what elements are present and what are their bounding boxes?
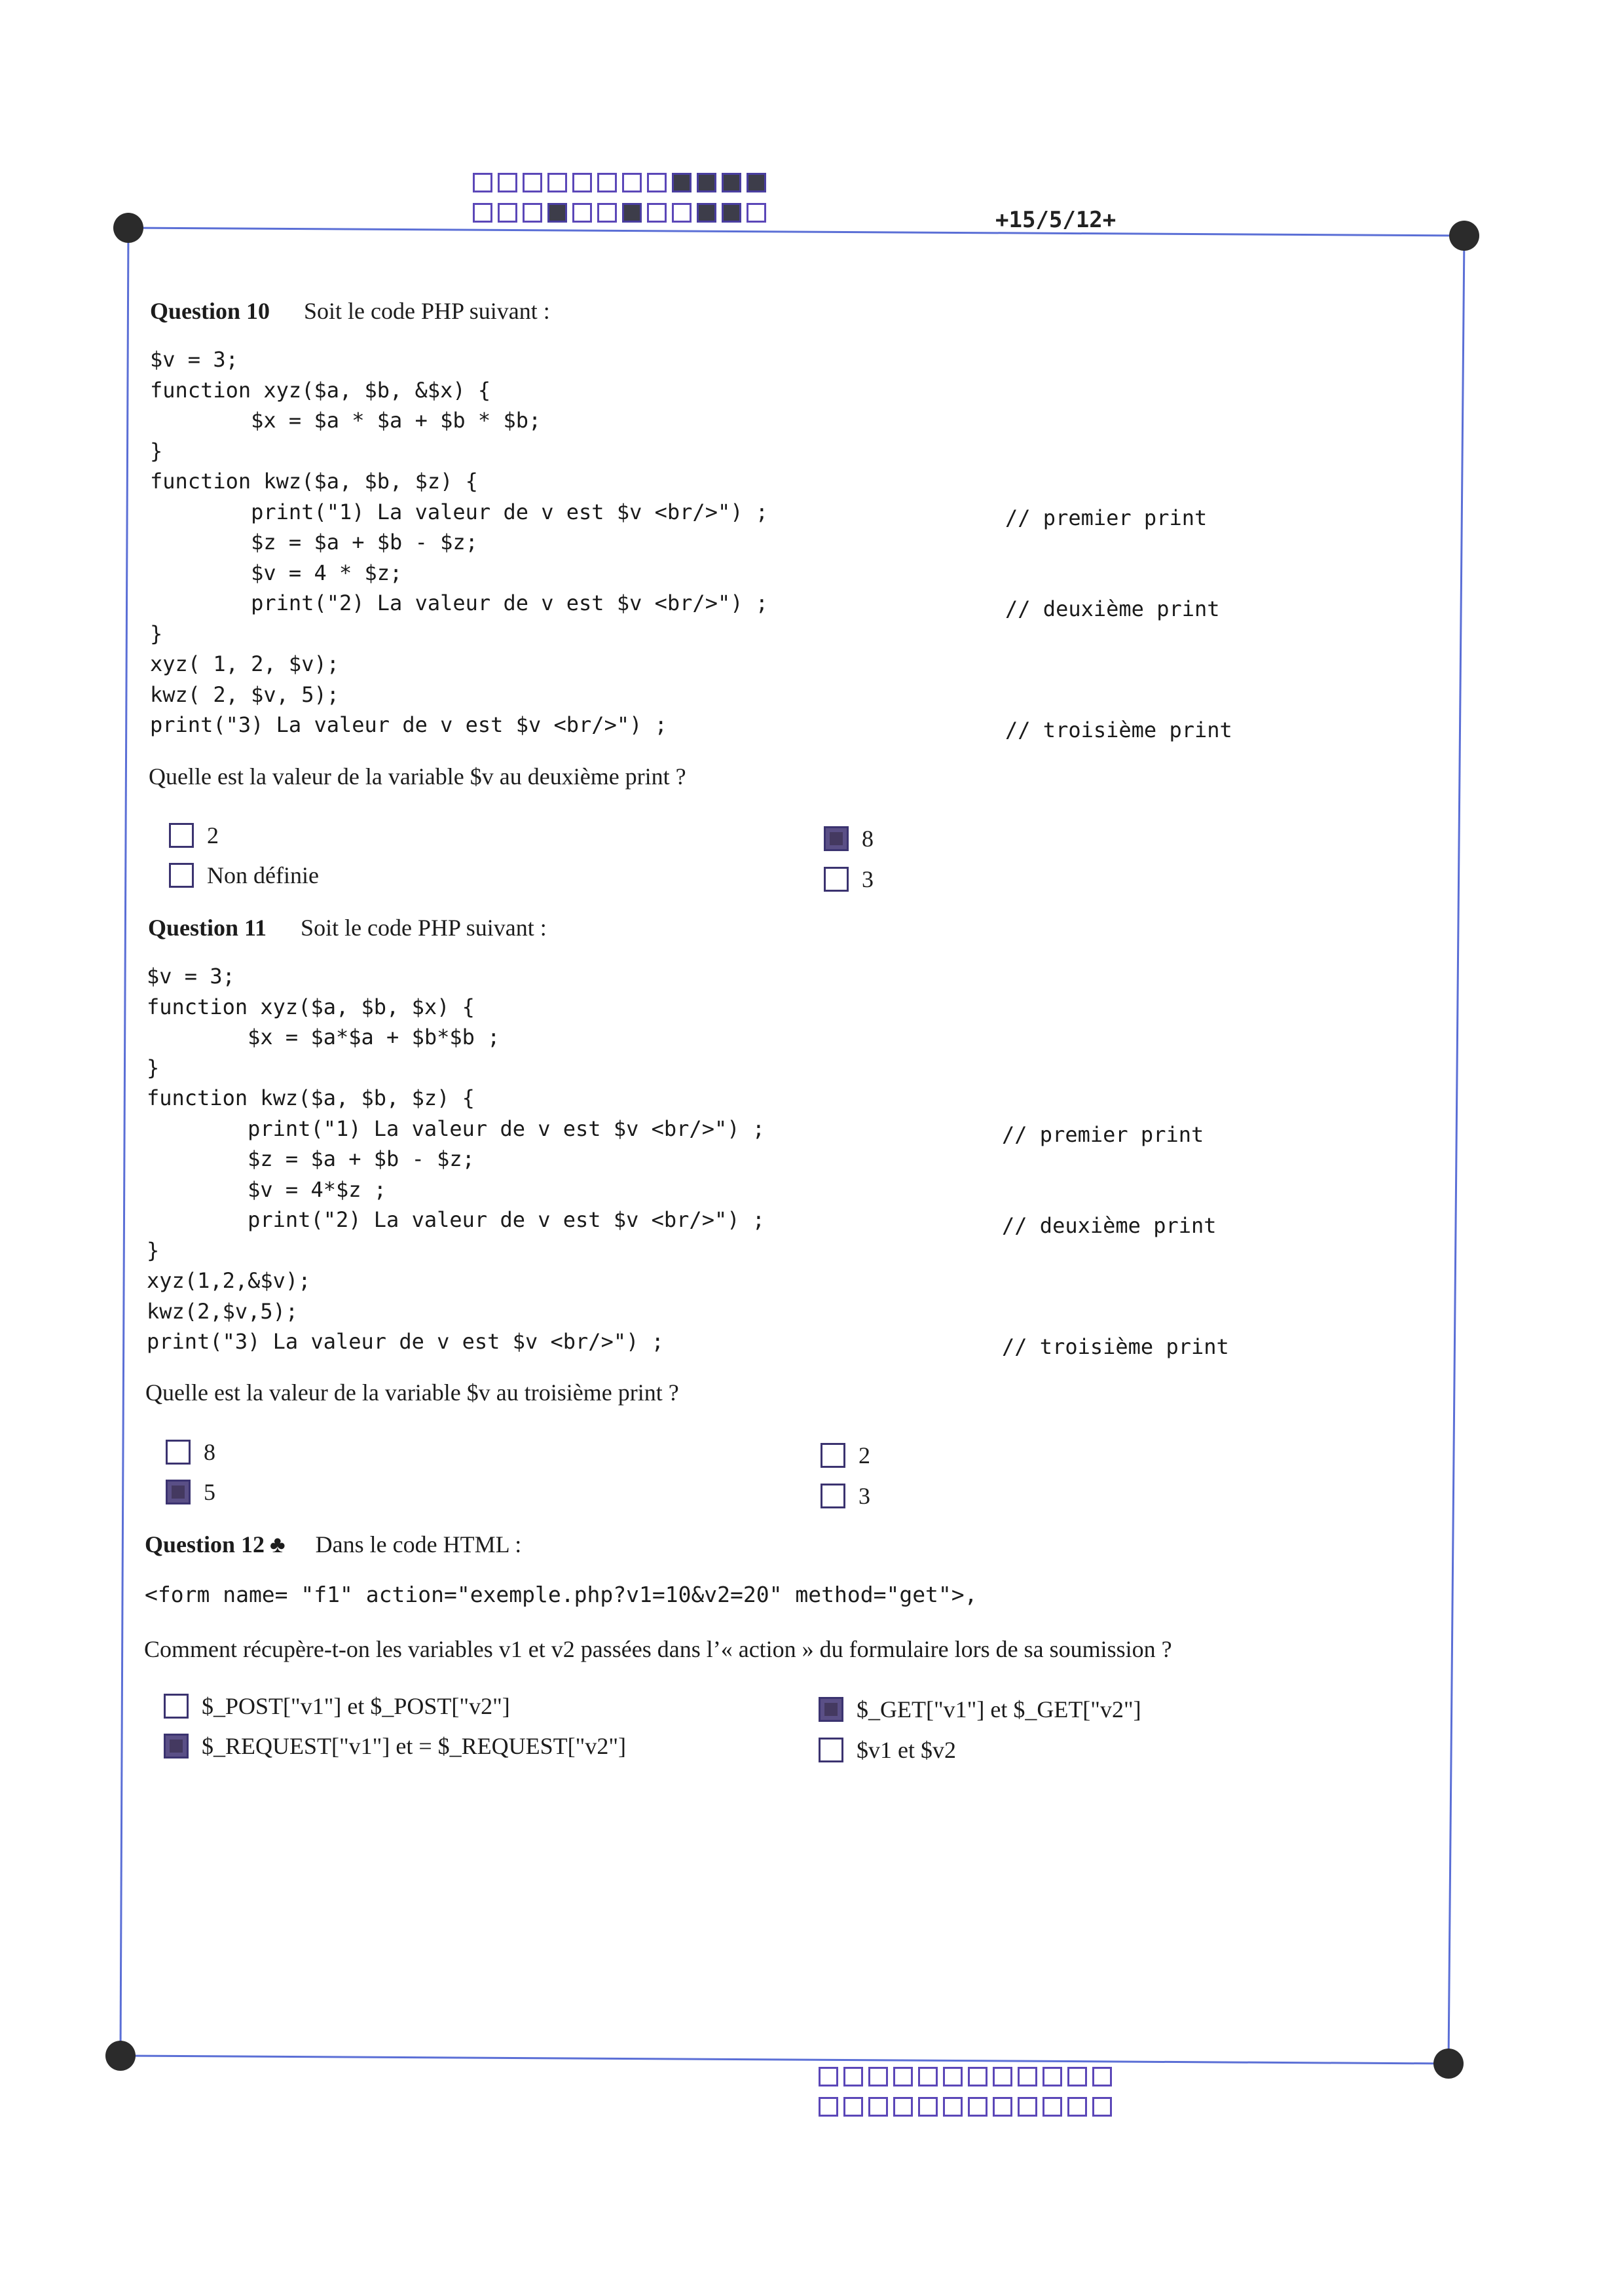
barcode-cell [1018,2067,1037,2086]
q12-intro: Dans le code HTML : [315,1531,522,1558]
q11-code: $v = 3; function xyz($a, $b, $x) { $x = $a*$a + $b*$b ; } function kwz($a, $b, $z) { print("1) La valeur de v est $v <br/>") ; $z = $a + $b - $z; $v = 4*$z ; print("2) La valeur de v est $v <br/>") ; } xyz(1,2,&$v); kwz(2,$v,5); print("3) La valeur de v est $v <br/>") ; [147,964,766,1354]
corner-mark-bottom-left [105,2041,136,2071]
barcode-top-row1 [473,173,771,192]
barcode-top-row2 [473,203,771,223]
q11-option-b[interactable]: 5 [166,1478,215,1506]
barcode-cell [893,2097,913,2117]
q12-number: Question 12 [145,1531,265,1558]
barcode-cell [523,173,542,192]
barcode-cell [722,203,741,223]
q10-option-c[interactable]: 8 [824,825,874,852]
q10-question: Quelle est la valeur de la variable $v au deuxième print ? [149,763,686,790]
q12-title [145,1531,521,1558]
barcode-cell [868,2067,888,2086]
q10-checkbox-b[interactable] [169,863,194,888]
barcode-cell [622,173,642,192]
barcode-cell [993,2097,1012,2117]
barcode-cell [498,173,517,192]
barcode-cell [819,2067,838,2086]
barcode-bottom-row2 [819,2097,1117,2117]
barcode-cell [1092,2067,1112,2086]
q10-checkbox-d[interactable] [824,867,849,892]
q10-intro: Soit le code PHP suivant : [304,298,550,324]
q12-checkbox-b[interactable] [164,1734,189,1758]
barcode-cell [868,2097,888,2117]
barcode-cell [547,173,567,192]
q10-comment-1: // premier print [1005,505,1208,530]
barcode-cell [943,2067,963,2086]
barcode-cell [597,203,617,223]
barcode-cell [747,173,766,192]
q11-number: Question 11 [148,915,267,941]
barcode-cell [968,2067,987,2086]
q10-option-b[interactable]: Non définie [169,862,319,889]
barcode-bottom-row1 [819,2067,1117,2086]
barcode-cell [647,203,667,223]
q10-comment-3: // troisième print [1005,718,1232,742]
barcode-cell [572,203,592,223]
q12-option-d[interactable]: $v1 et $v2 [819,1736,956,1764]
q11-comment-2: // deuxième print [1002,1213,1217,1238]
barcode-cell [597,173,617,192]
q12-option-c[interactable]: $_GET["v1"] et $_GET["v2"] [819,1696,1141,1723]
q11-option-d[interactable]: 3 [821,1482,870,1510]
q11-comment-1: // premier print [1002,1122,1204,1147]
club-icon: ♣ [270,1531,286,1558]
corner-mark-top-left [113,213,143,243]
barcode-cell [968,2097,987,2117]
barcode-cell [918,2067,938,2086]
barcode-cell [747,203,766,223]
barcode-cell [843,2097,863,2117]
barcode-cell [547,203,567,223]
q12-option-a[interactable]: $_POST["v1"] et $_POST["v2"] [164,1692,510,1720]
barcode-cell [572,173,592,192]
barcode-cell [722,173,741,192]
barcode-cell [1067,2097,1087,2117]
barcode-cell [672,203,692,223]
q10-number: Question 10 [150,298,270,324]
q12-option-b[interactable]: $_REQUEST["v1"] et = $_REQUEST["v2"] [164,1732,626,1760]
q11-question: Quelle est la valeur de la variable $v au troisième print ? [145,1379,679,1406]
q11-comment-3: // troisième print [1002,1334,1229,1359]
q11-option-a[interactable]: 8 [166,1438,215,1466]
barcode-cell [672,173,692,192]
q11-option-c[interactable]: 2 [821,1442,870,1469]
barcode-cell [622,203,642,223]
barcode-cell [1043,2067,1062,2086]
q10-title [150,297,550,325]
corner-mark-top-right [1449,221,1479,251]
q10-checkbox-a[interactable] [169,823,194,848]
q12-checkbox-d[interactable] [819,1738,843,1762]
barcode-cell [993,2067,1012,2086]
barcode-cell [498,203,517,223]
barcode-cell [1067,2067,1087,2086]
barcode-cell [1092,2097,1112,2117]
barcode-cell [697,203,716,223]
barcode-cell [843,2067,863,2086]
barcode-cell [1043,2097,1062,2117]
q10-option-d[interactable]: 3 [824,866,874,893]
barcode-cell [918,2097,938,2117]
barcode-cell [647,173,667,192]
barcode-cell [1018,2097,1037,2117]
q12-code: <form name= "f1" action="exemple.php?v1=10&v2=20" method="get">, [145,1582,978,1607]
q11-intro: Soit le code PHP suivant : [301,915,547,941]
q11-checkbox-a[interactable] [166,1440,191,1465]
q12-question: Comment récupère-t-on les variables v1 et v2 passées dans l’« action » du formulaire lors de sa soumission ? [144,1636,1172,1662]
q12-checkbox-a[interactable] [164,1694,189,1719]
q12-checkbox-c[interactable] [819,1697,843,1722]
q10-code: $v = 3; function xyz($a, $b, &$x) { $x = $a * $a + $b * $b; } function kwz($a, $b, $z) { print("1) La valeur de v est $v <br/>") ; $z = $a + $b - $z; $v = 4 * $z; print("2) La valeur de v est $v <br/>") ; } xyz( 1, 2, $v); kwz( 2, $v, 5); print("3) La valeur de v est $v <br/>") ; [150,347,769,737]
barcode-cell [523,203,542,223]
q11-checkbox-b[interactable] [166,1480,191,1504]
q10-option-a[interactable]: 2 [169,822,219,849]
q11-checkbox-d[interactable] [821,1484,845,1508]
q10-checkbox-c[interactable] [824,826,849,851]
barcode-cell [819,2097,838,2117]
corner-mark-bottom-right [1433,2049,1464,2079]
q11-title [148,914,547,941]
barcode-cell [697,173,716,192]
barcode-cell [943,2097,963,2117]
q11-checkbox-c[interactable] [821,1443,845,1468]
q10-comment-2: // deuxième print [1005,596,1220,621]
page-id: +15/5/12+ [995,207,1116,233]
barcode-cell [473,203,492,223]
barcode-cell [473,173,492,192]
barcode-cell [893,2067,913,2086]
